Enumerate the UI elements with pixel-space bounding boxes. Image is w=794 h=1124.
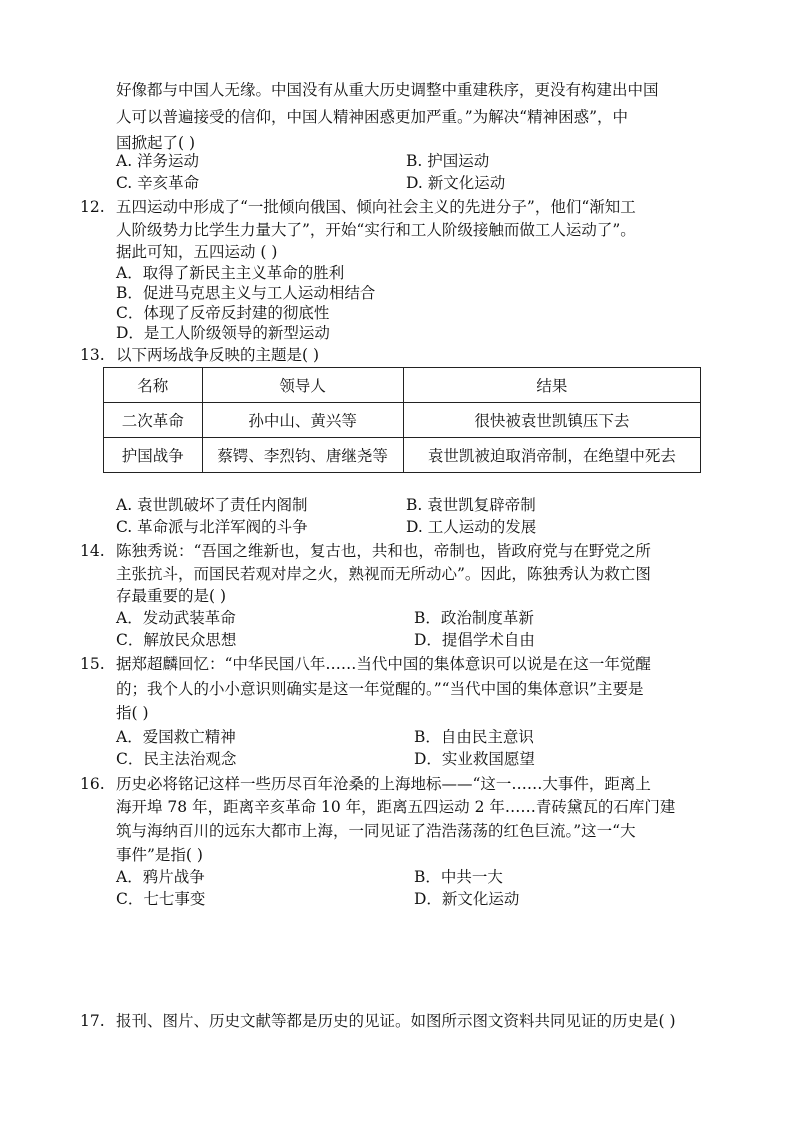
q13-stem: 以下两场战争反映的主题是( ) bbox=[116, 346, 320, 364]
q11-stem-line-1: 好像都与中国人无缘。中国没有从重大历史调整中重建秩序，更没有构建出中国 bbox=[116, 81, 659, 99]
q11-option-a[interactable]: A. 洋务运动 bbox=[116, 152, 200, 170]
q16-stem-line-3: 筑与海纳百川的远东大都市上海，一同见证了浩浩荡荡的红色巨流。”这一“大 bbox=[116, 822, 636, 840]
q13-table bbox=[103, 367, 701, 473]
q12-option-d[interactable]: D．是工人阶级领导的新型运动 bbox=[116, 324, 330, 342]
table-cell: 袁世凯被迫取消帝制，在绝望中死去 bbox=[403, 438, 700, 473]
table-row bbox=[104, 403, 701, 438]
q12-number: 12. bbox=[80, 198, 105, 216]
table-cell: 孙中山、黄兴等 bbox=[202, 403, 403, 438]
table-header-cell: 结果 bbox=[403, 368, 700, 403]
q16-stem-line-2: 海开埠 78 年，距离辛亥革命 10 年，距离五四运动 2 年……青砖黛瓦的石库门建 bbox=[116, 798, 676, 816]
q13-number: 13. bbox=[80, 346, 105, 364]
table-cell: 很快被袁世凯镇压下去 bbox=[403, 403, 700, 438]
q14-option-b[interactable]: B．政治制度革新 bbox=[414, 609, 534, 627]
q11-stem-line-3: 国掀起了( ) bbox=[116, 134, 196, 152]
table-header-cell: 名称 bbox=[104, 368, 203, 403]
q11-option-c[interactable]: C. 辛亥革命 bbox=[116, 174, 200, 192]
q17-number: 17. bbox=[80, 1012, 105, 1030]
q12-option-c[interactable]: C．体现了反帝反封建的彻底性 bbox=[116, 304, 330, 322]
q11-stem-line-2: 人可以普遍接受的信仰，中国人精神困惑更加严重。”为解决“精神困惑”，中 bbox=[116, 108, 629, 126]
q16-option-c[interactable]: C．七七事变 bbox=[116, 890, 206, 908]
q15-stem-line-1: 据郑超麟回忆：“中华民国八年……当代中国的集体意识可以说是在这一年觉醒 bbox=[116, 655, 651, 673]
q15-number: 15. bbox=[80, 655, 105, 673]
q15-stem-line-2: 的；我个人的小小意识则确实是这一年觉醒的。”“当代中国的集体意识”主要是 bbox=[116, 680, 644, 698]
table-header-row bbox=[104, 368, 701, 403]
q15-option-c[interactable]: C．民主法治观念 bbox=[116, 750, 237, 768]
q12-stem-line-3: 据此可知，五四运动 ( ) bbox=[116, 243, 278, 261]
q15-stem-line-3: 指( ) bbox=[116, 704, 149, 722]
q13-option-d[interactable]: D. 工人运动的发展 bbox=[406, 518, 537, 536]
q16-option-b[interactable]: B．中共一大 bbox=[414, 868, 503, 886]
q16-number: 16. bbox=[80, 775, 105, 793]
q16-stem-line-1: 历史必将铭记这样一些历尽百年沧桑的上海地标——“这一……大事件，距离上 bbox=[116, 775, 651, 793]
table-row bbox=[104, 438, 701, 473]
q14-stem-line-2: 主张抗斗，而国民若观对岸之火，熟视而无所动心”。因此，陈独秀认为救亡图 bbox=[116, 565, 651, 583]
q15-option-a[interactable]: A．爱国救亡精神 bbox=[116, 728, 236, 746]
q14-number: 14. bbox=[80, 542, 105, 560]
q12-stem-line-2: 人阶级势力比学生力量大了”，开始“实行和工人阶级接触而做工人运动了”。 bbox=[116, 221, 636, 239]
q11-option-b[interactable]: B. 护国运动 bbox=[406, 152, 490, 170]
table-cell: 二次革命 bbox=[104, 403, 203, 438]
q12-option-b[interactable]: B．促进马克思主义与工人运动相结合 bbox=[116, 284, 376, 302]
q14-stem-line-1: 陈独秀说：“吾国之维新也，复古也，共和也，帝制也，皆政府党与在野党之所 bbox=[116, 542, 651, 560]
q14-option-c[interactable]: C．解放民众思想 bbox=[116, 631, 237, 649]
q16-option-d[interactable]: D．新文化运动 bbox=[414, 890, 520, 908]
q12-option-a[interactable]: A．取得了新民主主义革命的胜利 bbox=[116, 264, 345, 282]
q16-option-a[interactable]: A．鸦片战争 bbox=[116, 868, 205, 886]
table-cell: 护国战争 bbox=[104, 438, 203, 473]
q14-option-a[interactable]: A．发动武装革命 bbox=[116, 609, 236, 627]
table-cell: 蔡锷、李烈钧、唐继尧等 bbox=[202, 438, 403, 473]
q17-stem: 报刊、图片、历史文献等都是历史的见证。如图所示图文资料共同见证的历史是( ) bbox=[116, 1012, 676, 1030]
table-header-cell: 领导人 bbox=[202, 368, 403, 403]
q14-option-d[interactable]: D．提倡学术自由 bbox=[414, 631, 535, 649]
q12-stem-line-1: 五四运动中形成了“一批倾向俄国、倾向社会主义的先进分子”，他们“渐知工 bbox=[116, 198, 636, 216]
q11-option-d[interactable]: D. 新文化运动 bbox=[406, 174, 506, 192]
q13-option-c[interactable]: C. 革命派与北洋军阀的斗争 bbox=[116, 518, 308, 536]
q15-option-d[interactable]: D．实业救国愿望 bbox=[414, 750, 535, 768]
q13-option-a[interactable]: A. 袁世凯破坏了责任内阁制 bbox=[116, 496, 308, 514]
q14-stem-line-3: 存最重要的是( ) bbox=[116, 587, 227, 605]
q15-option-b[interactable]: B．自由民主意识 bbox=[414, 728, 534, 746]
q13-option-b[interactable]: B. 袁世凯复辟帝制 bbox=[406, 496, 536, 514]
q16-stem-line-4: 事件”是指( ) bbox=[116, 846, 203, 864]
